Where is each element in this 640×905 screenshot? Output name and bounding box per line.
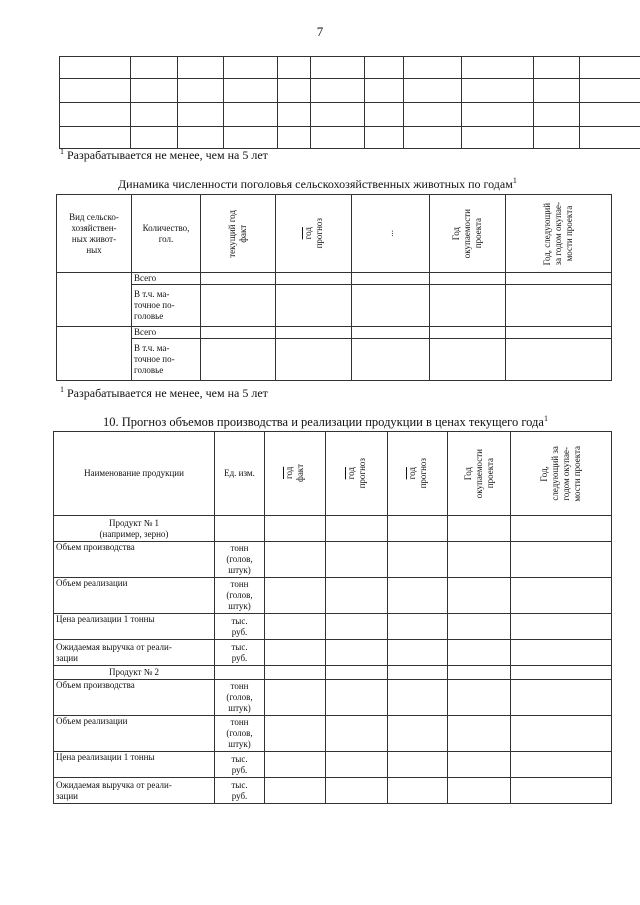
table-continuation xyxy=(59,56,640,149)
product-2-label: Продукт № 2 xyxy=(54,666,215,680)
row-total: Всего xyxy=(132,327,201,339)
header-payback: Год окупаемости проекта xyxy=(451,208,483,259)
unit-thous-rub: тыс. руб. xyxy=(231,641,248,663)
unit-tons: тонн (голов, штук) xyxy=(226,717,253,749)
unit-tons: тонн (голов, штук) xyxy=(226,579,253,611)
header-unit: Ед. изм. xyxy=(215,432,265,516)
unit-thous-rub: тыс. руб. xyxy=(231,753,248,775)
header-current-year: текущий год факт xyxy=(227,209,248,258)
row-price: Цена реализации 1 тонны xyxy=(54,614,215,640)
header-year-forecast-1: год прогноз xyxy=(345,458,367,489)
table3-title: 10. Прогноз объемов производства и реализации продукции в ценах текущего года$^1$ xyxy=(103,414,548,430)
production-table xyxy=(53,431,612,804)
unit-thous-rub: тыс. руб. xyxy=(231,615,248,637)
row-breeding: В т.ч. ма- точное по- головье xyxy=(134,343,175,375)
header-qty: Количество, гол. xyxy=(142,222,190,244)
header-forecast: год прогноз xyxy=(302,218,324,249)
row-breeding: В т.ч. ма- точное по- головье xyxy=(134,289,175,321)
row-total: Всего xyxy=(132,273,201,285)
row-volume-sales: Объем реализации xyxy=(54,578,215,614)
header-year-forecast-2: год прогноз xyxy=(406,458,428,489)
page-number: 7 xyxy=(316,24,324,39)
row-volume-sales: Объем реализации xyxy=(54,716,215,752)
unit-tons: тонн (голов, штук) xyxy=(226,543,253,575)
header-year-fact: год факт xyxy=(284,464,305,483)
unit-tons: тонн (голов, штук) xyxy=(226,681,253,713)
row-price: Цена реализации 1 тонны xyxy=(54,752,215,778)
row-revenue: Ожидаемая выручка от реали- зации xyxy=(56,779,172,801)
unit-thous-rub: тыс. руб. xyxy=(231,779,248,801)
row-revenue: Ожидаемая выручка от реали- зации xyxy=(56,641,172,663)
header-dots: ... xyxy=(385,230,395,237)
product-1-label: Продукт № 1 (например, зерно) xyxy=(99,517,169,539)
row-volume-production: Объем производства xyxy=(54,680,215,716)
header-kind: Вид сельско- хозяйствен- ных живот- ных xyxy=(69,211,119,255)
row-volume-production: Объем производства xyxy=(54,542,215,578)
header-name: Наименование продукции xyxy=(54,432,215,516)
footnote-2: $^1$ Разрабатывается не менее, чем на 5 лет xyxy=(60,385,268,400)
footnote-1: $^1$ Разрабатывается не менее, чем на 5 лет xyxy=(60,147,268,162)
header-payback: Год окупаемости проекта xyxy=(462,448,495,499)
livestock-table xyxy=(56,194,612,381)
table2-title: Динамика численности поголовья сельскохозяйственных животных по годам$^1$ xyxy=(118,176,517,191)
header-next-after: Год, следующий за годом окупае- мости проекта xyxy=(542,201,574,266)
header-next-after: Год, следующий за годом окупае- мости проекта xyxy=(539,445,582,502)
